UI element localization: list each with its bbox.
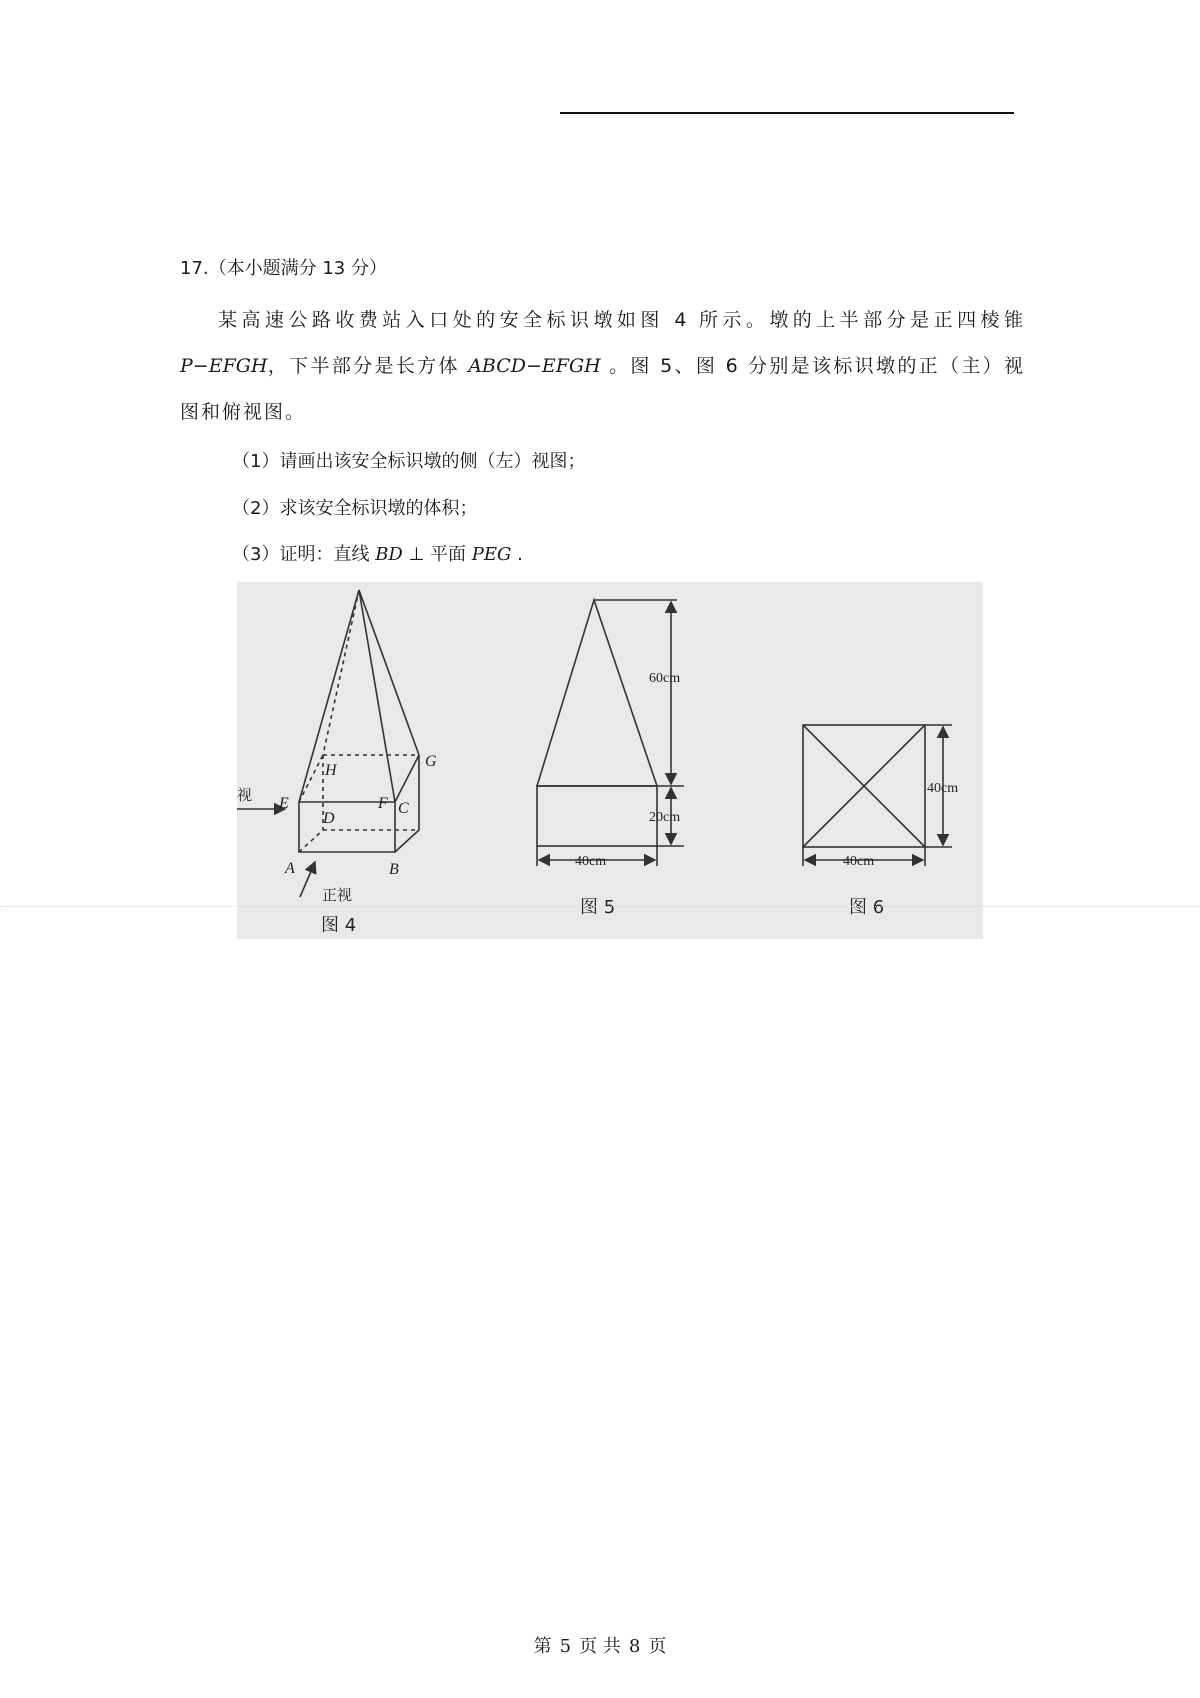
- label-c: C: [398, 800, 409, 817]
- front-view-label: 正视: [322, 886, 353, 904]
- label-h: H: [325, 762, 337, 779]
- front-view-triangle: [537, 600, 657, 786]
- edge-pf: [359, 590, 395, 802]
- figure-4: [237, 590, 437, 936]
- label-e: E: [279, 795, 289, 812]
- pyramid-name: P−EFGH: [180, 355, 268, 377]
- page-divider: [0, 906, 1200, 907]
- item3-text: （3）证明：直线: [232, 544, 376, 565]
- caption-fig6: 图 6: [849, 897, 885, 918]
- prism-name: ABCD−EFGH: [468, 355, 601, 377]
- page-number: 5: [559, 1636, 572, 1657]
- label-b: B: [389, 861, 399, 878]
- intro-text-2: ，下半部分是长方体: [267, 355, 469, 377]
- sub-question-1: （1）请画出该安全标识墩的侧（左）视图；: [232, 451, 586, 472]
- top-rule: [560, 112, 1014, 114]
- figure-panel: [237, 582, 983, 939]
- side-view-label: 视: [237, 786, 253, 804]
- label-40cm-side: 40cm: [927, 781, 959, 796]
- item3-perp: ⊥ 平面: [402, 544, 472, 565]
- figure-svg: [237, 582, 983, 939]
- question-intro: [180, 297, 1025, 435]
- caption-fig4: 图 4: [321, 915, 357, 936]
- figure-5: [537, 600, 684, 918]
- caption-fig5: 图 5: [580, 897, 616, 918]
- figure-6: [803, 725, 958, 918]
- label-20cm: 20cm: [649, 810, 681, 825]
- label-a: A: [285, 860, 295, 877]
- label-40cm-top: 40cm: [843, 854, 875, 869]
- line-bd: BD: [375, 544, 403, 565]
- sub-question-2: （2）求该安全标识墩的体积；: [232, 498, 478, 519]
- sub-question-3: [232, 540, 523, 566]
- plane-peg: PEG: [471, 544, 512, 565]
- edge-pg: [359, 590, 419, 755]
- question-title: 17.（本小题满分 13 分）: [180, 258, 387, 279]
- front-view-rect: [537, 786, 657, 846]
- label-60cm: 60cm: [649, 671, 681, 686]
- front-view-arrow: [300, 862, 315, 897]
- label-f: F: [378, 795, 388, 812]
- label-40cm-front: 40cm: [575, 854, 607, 869]
- label-g: G: [425, 753, 437, 770]
- intro-text-1: 某高速公路收费站入口处的安全标识墩如图 4 所示。墩的上半部分是正四棱锥: [218, 309, 1025, 331]
- page-footer: 第 5 页 共 8 页: [533, 1636, 667, 1657]
- item3-end: .: [511, 544, 523, 565]
- intro-text-3: 。图 5、图 6 分别是该标识墩的正（主）视图和俯视图。: [180, 355, 1025, 423]
- label-d: D: [323, 810, 335, 827]
- page-total: 8: [628, 1636, 641, 1657]
